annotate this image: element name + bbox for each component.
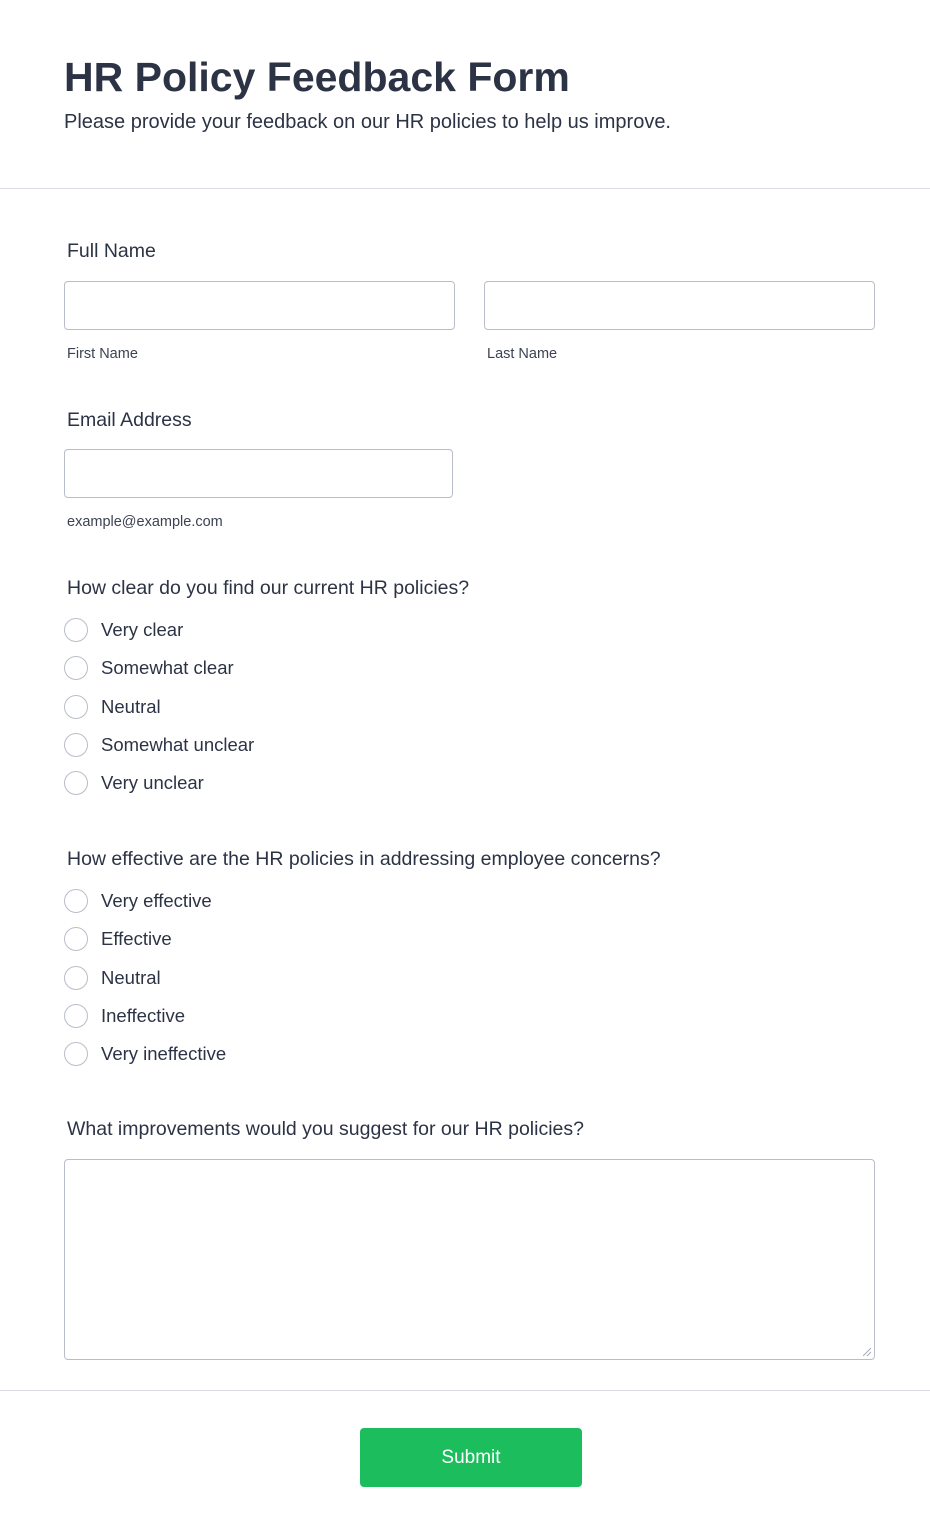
q1-label: How clear do you find our current HR policies? (67, 577, 470, 599)
option-label: Neutral (101, 696, 161, 717)
page-title: HR Policy Feedback Form (64, 54, 570, 100)
option-label: Very ineffective (101, 1043, 227, 1064)
radio-button[interactable] (64, 889, 88, 913)
suggestions-textarea[interactable] (64, 1159, 875, 1360)
email-input[interactable] (64, 449, 453, 498)
submit-button[interactable]: Submit (360, 1428, 582, 1487)
radio-button[interactable] (64, 695, 88, 719)
option-label: Somewhat clear (101, 657, 234, 678)
q2-option[interactable] (64, 926, 172, 952)
first-name-input[interactable] (64, 281, 455, 330)
footer-divider (0, 1390, 930, 1391)
first-name-sublabel: First Name (67, 346, 138, 362)
radio-button[interactable] (64, 1042, 88, 1066)
full-name-label: Full Name (67, 240, 156, 262)
radio-button[interactable] (64, 618, 88, 642)
radio-button[interactable] (64, 927, 88, 951)
radio-button[interactable] (64, 966, 88, 990)
q3-label: What improvements would you suggest for our HR policies? (67, 1118, 584, 1140)
resize-handle-icon[interactable] (863, 1348, 871, 1356)
option-label: Very clear (101, 619, 184, 640)
radio-button[interactable] (64, 1004, 88, 1028)
option-label: Effective (101, 928, 172, 949)
q1-option[interactable] (64, 694, 161, 720)
radio-button[interactable] (64, 733, 88, 757)
page-subtitle: Please provide your feedback on our HR policies to help us improve. (64, 111, 671, 133)
radio-button[interactable] (64, 656, 88, 680)
option-label: Neutral (101, 967, 161, 988)
email-label: Email Address (67, 409, 192, 431)
header-divider (0, 188, 930, 189)
radio-button[interactable] (64, 771, 88, 795)
option-label: Very effective (101, 890, 212, 911)
q1-option[interactable] (64, 617, 183, 643)
last-name-input[interactable] (484, 281, 875, 330)
q2-option[interactable] (64, 1003, 185, 1029)
q2-option[interactable] (64, 888, 212, 914)
option-label: Ineffective (101, 1005, 185, 1026)
q1-option[interactable] (64, 732, 254, 758)
email-sublabel: example@example.com (67, 514, 223, 530)
option-label: Very unclear (101, 772, 204, 793)
q1-option[interactable] (64, 770, 204, 796)
q2-option[interactable] (64, 965, 161, 991)
q2-label: How effective are the HR policies in addressing employee concerns? (67, 848, 661, 870)
option-label: Somewhat unclear (101, 734, 255, 755)
last-name-sublabel: Last Name (487, 346, 558, 362)
q1-option[interactable] (64, 655, 234, 681)
q2-option[interactable] (64, 1041, 226, 1067)
